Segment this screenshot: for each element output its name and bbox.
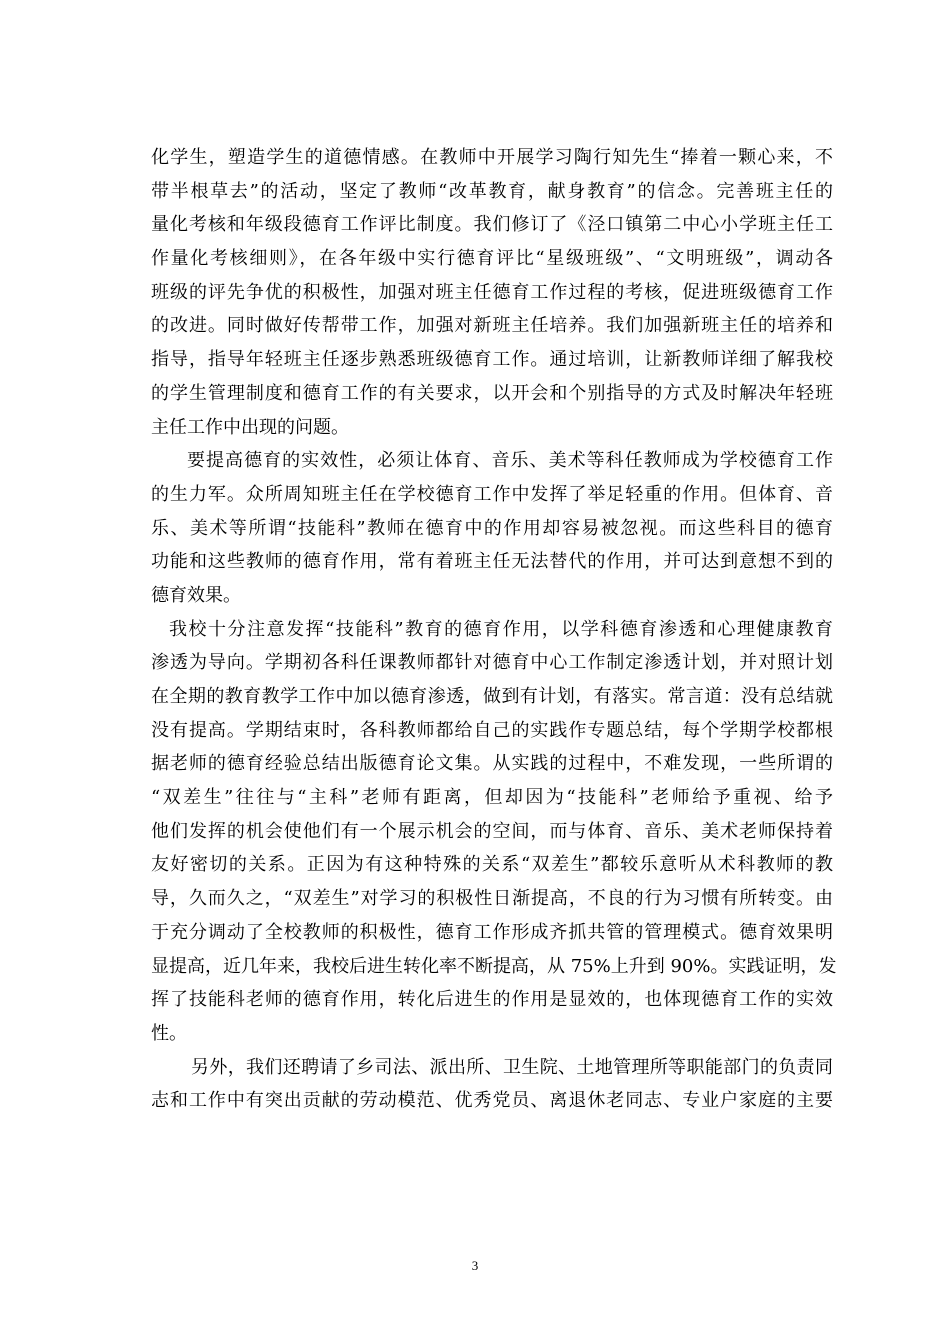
text-line: 的改进。同时做好传帮带工作，加强对新班主任培养。我们加强新班主任的培养和: [151, 315, 833, 337]
text-line: 于充分调动了全校教师的积极性，德育工作形成齐抓共管的管理模式。德育效果明: [151, 921, 833, 943]
text-line: 化学生，塑造学生的道德情感。在教师中开展学习陶行知先生“捧着一颗心来，不: [151, 147, 833, 168]
text-line: 量化考核和年级段德育工作评比制度。我们修订了《泾口镇第二中心小学班主任工: [151, 214, 833, 236]
text-line: “双差生”往往与“主科”老师有距离，但却因为“技能科”老师给予重视、给予: [151, 787, 833, 809]
body-text: [151, 141, 837, 1118]
text-line: 的学生管理制度和德育工作的有关要求，以开会和个别指导的方式及时解决年轻班: [151, 382, 833, 404]
text-line: 在全期的教育教学工作中加以德育渗透，做到有计划，有落实。常言道：没有总结就: [151, 686, 833, 707]
text-line: 功能和这些教师的德育作用，常有着班主任无法替代的作用，并可达到意想不到的: [151, 551, 833, 573]
text-line: 德育效果。: [151, 584, 241, 606]
text-line: 另外，我们还聘请了乡司法、派出所、卫生院、土地管理所等职能部门的负责同: [191, 1056, 833, 1078]
text-line: 志和工作中有突出贡献的劳动模范、优秀党员、离退休老同志、专业户家庭的主要: [151, 1090, 833, 1112]
text-line: 挥了技能科老师的德育作用，转化后进生的作用是显效的，也体现德育工作的实效: [151, 989, 833, 1011]
text-line: 班级的评先争优的积极性，加强对班主任德育工作过程的考核，促进班级德育工作: [151, 281, 833, 303]
text-line: 据老师的德育经验总结出版德育论文集。从实践的过程中，不难发现，一些所谓的: [151, 753, 833, 775]
text-line: 的生力军。众所周知班主任在学校德育工作中发挥了举足轻重的作用。但体育、音: [151, 483, 833, 505]
text-line: 我校十分注意发挥“技能科”教育的德育作用，以学科德育渗透和心理健康教育: [169, 618, 833, 640]
text-line: 友好密切的关系。正因为有这种特殊的关系“双差生”都较乐意听从术科教师的教: [151, 854, 833, 876]
text-line: 他们发挥的机会使他们有一个展示机会的空间，而与体育、音乐、美术老师保持着: [151, 820, 833, 842]
text-line: 主任工作中出现的问题。: [151, 416, 349, 438]
text-line: 乐、美术等所谓“技能科”教师在德育中的作用却容易被忽视。而这些科目的德育: [151, 517, 833, 539]
text-line: 带半根草去”的活动，坚定了教师“改革教育，献身教育”的信念。完善班主任的: [151, 180, 833, 202]
text-line: 性。: [151, 1022, 187, 1044]
text-line: 要提高德育的实效性，必须让体育、音乐、美术等科任教师成为学校德育工作: [187, 450, 833, 472]
page-number: 3: [471, 1258, 479, 1273]
text-line: 没有提高。学期结束时，各科教师都给自己的实践作专题总结，每个学期学校都根: [151, 719, 833, 741]
text-line: 作量化考核细则》，在各年级中实行德育评比“星级班级”、“文明班级”，调动各: [151, 248, 833, 270]
text-line: 导，久而久之，“双差生”对学习的积极性日渐提高，不良的行为习惯有所转变。由: [151, 888, 833, 910]
text-line: 显提高，近几年来，我校后进生转化率不断提高，从 75%上升到 90%。实践证明，发: [151, 955, 837, 977]
text-line: 指导，指导年轻班主任逐步熟悉班级德育工作。通过培训，让新教师详细了解我校: [151, 349, 833, 371]
text-line: 渗透为导向。学期初各科任课教师都针对德育中心工作制定渗透计划，并对照计划: [151, 652, 833, 674]
